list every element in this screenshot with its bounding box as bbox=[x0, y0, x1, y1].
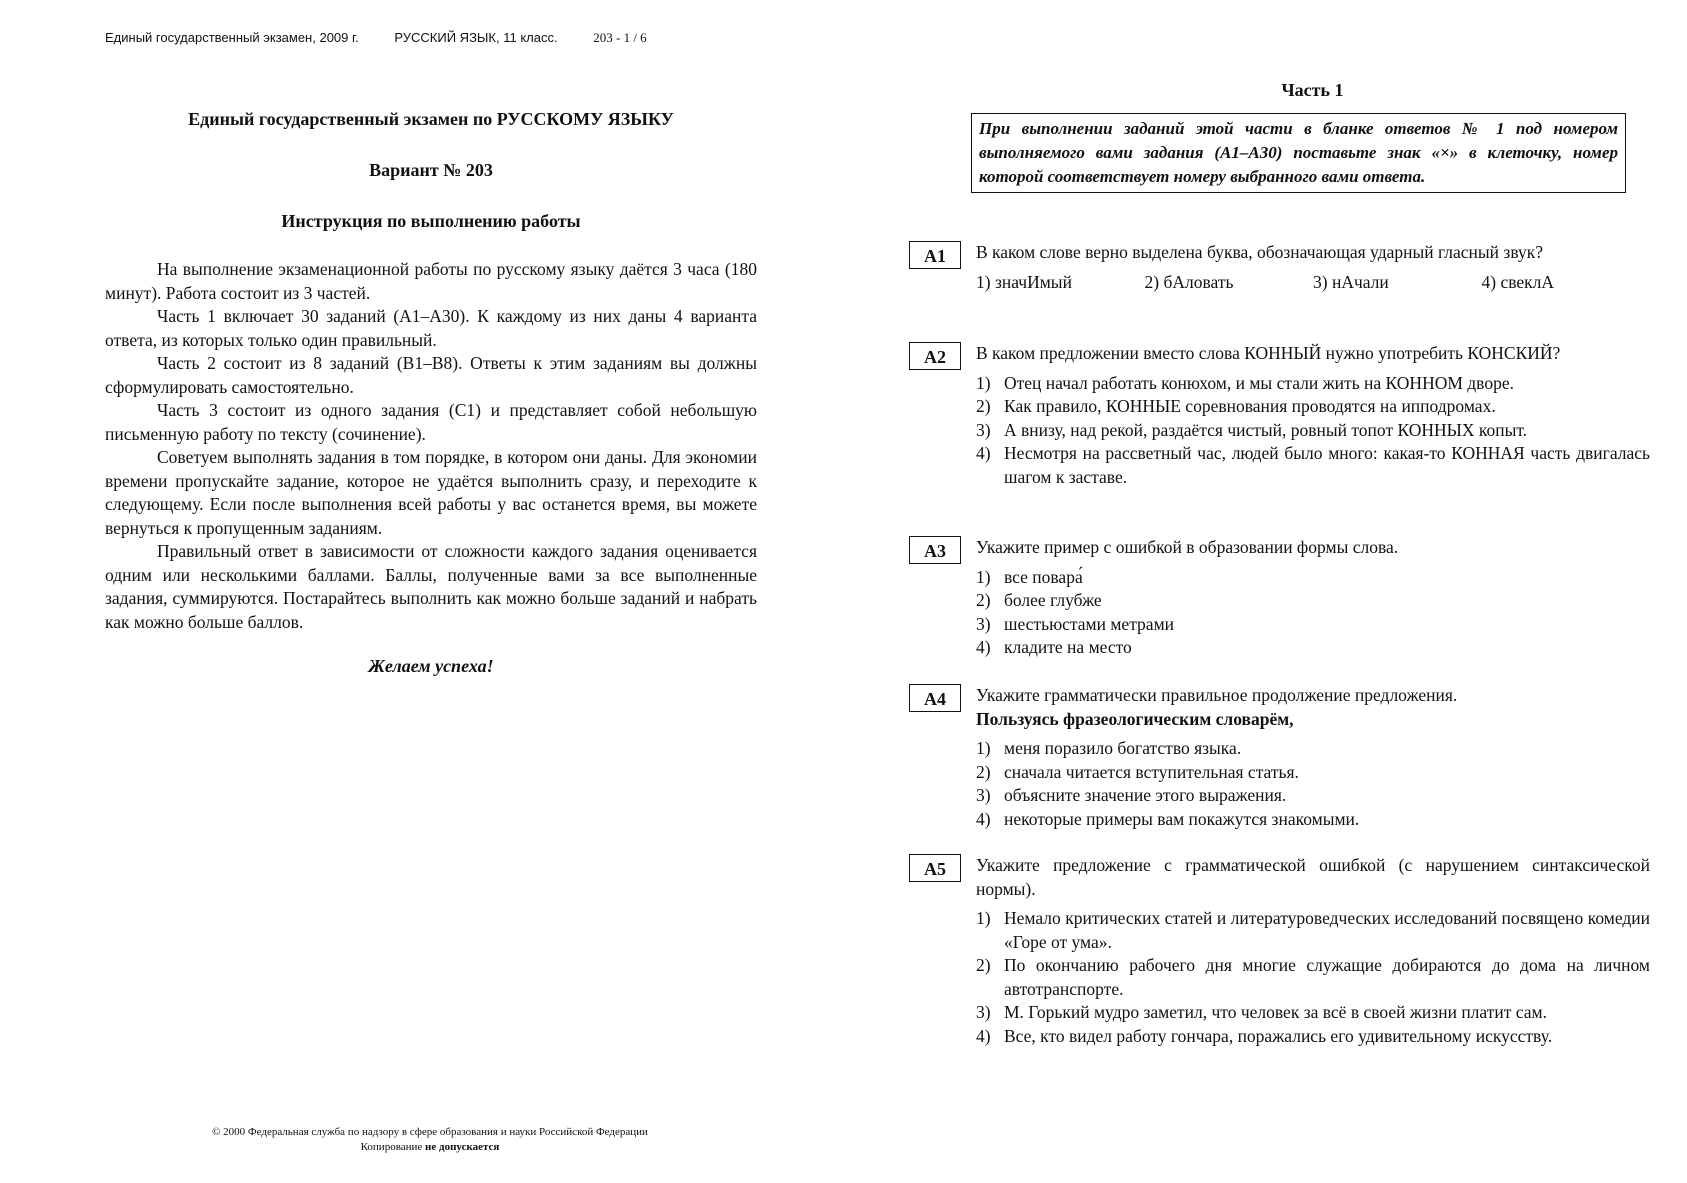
answer-option: 1) значИмый bbox=[976, 271, 1072, 292]
answer-options bbox=[976, 737, 1650, 831]
option-text: Немало критических статей и литературоведческих исследований посвящено комедии «Горе от ума». bbox=[1004, 908, 1650, 952]
option-text: более глубже bbox=[1004, 590, 1102, 610]
header-subject: РУССКИЙ ЯЗЫК, 11 класс. bbox=[394, 30, 558, 45]
answer-options bbox=[976, 271, 1650, 295]
instruction-paragraph: Правильный ответ в зависимости от сложности каждого задания оценивается одним или несколькими баллами. Баллы, полученные вами за все выполненные задания, суммируются. Постарайтесь выполнить как можно больше заданий и набрать как можно больше баллов. bbox=[105, 541, 757, 632]
instruction-title: Инструкция по выполнению работы bbox=[281, 211, 581, 231]
option-number: 2) bbox=[976, 761, 991, 782]
answer-option: 2) бАловать bbox=[1144, 271, 1234, 292]
option-number: 1) bbox=[976, 738, 991, 758]
copy-restriction-prefix: Копирование bbox=[360, 1141, 426, 1153]
copyright-footer bbox=[160, 1125, 700, 1155]
answer-options bbox=[976, 907, 1650, 1048]
task-question bbox=[976, 684, 1650, 731]
task-a1 bbox=[905, 241, 1650, 294]
page-header bbox=[105, 30, 679, 46]
option-text: все повара́ bbox=[1004, 566, 1083, 587]
task-question: Укажите пример с ошибкой в образовании формы слова. bbox=[976, 537, 1399, 557]
answer-option bbox=[976, 808, 1650, 832]
option-number: 4) bbox=[976, 1025, 991, 1046]
option-text: некоторые примеры вам покажутся знакомыми. bbox=[1004, 808, 1360, 829]
answer-option bbox=[976, 419, 1650, 443]
answer-option bbox=[976, 784, 1650, 808]
option-number: 4) bbox=[976, 637, 991, 657]
option-text: объясните значение этого выражения. bbox=[1004, 785, 1287, 805]
answer-option bbox=[976, 442, 1650, 489]
answer-option: 3) нАчали bbox=[1313, 271, 1389, 292]
task-a2 bbox=[905, 342, 1650, 489]
answer-option bbox=[976, 636, 1650, 660]
option-text: Несмотря на рассветный час, людей было много: какая-то КОННАЯ часть двигалась шагом к заставе. bbox=[1004, 443, 1650, 487]
answer-option bbox=[976, 1001, 1650, 1025]
instruction-paragraph: Советуем выполнять задания в том порядке, в котором они даны. Для экономии времени пропускайте задание, которое не удаётся выполнить сразу, и переходите к следующему. Если после выполнения всей работы у вас останется время, вы можете вернуться к пропущенным заданиям. bbox=[105, 447, 757, 538]
answer-option bbox=[976, 395, 1650, 419]
option-text: А внизу, над рекой, раздаётся чистый, ровный топот КОННЫХ копыт. bbox=[1004, 419, 1528, 440]
exam-title: Единый государственный экзамен по РУССКОМУ ЯЗЫКУ bbox=[188, 109, 674, 129]
option-text: Все, кто видел работу гончара, поражались его удивительному искусству. bbox=[1004, 1025, 1553, 1046]
copy-restriction bbox=[160, 1140, 700, 1155]
answer-option: 4) свеклА bbox=[1481, 271, 1555, 292]
answer-options bbox=[976, 566, 1650, 660]
option-text: По окончанию рабочего дня многие служащие добираются до дома на личном автотранспорте. bbox=[1004, 955, 1650, 999]
part-instruction-box: При выполнении заданий этой части в бланке ответов № 1 под номером выполняемого вами задания (А1–А30) поставьте знак «×» в клеточку, номер которой соответствует номеру выбранного вами ответа. bbox=[971, 113, 1626, 193]
option-text: М. Горький мудро заметил, что человек за всё в своей жизни платит сам. bbox=[1004, 1002, 1547, 1022]
instruction-paragraph: Часть 2 состоит из 8 заданий (В1–В8). Ответы к этим заданиям вы должны сформулировать самостоятельно. bbox=[105, 353, 757, 397]
task-a3 bbox=[905, 536, 1650, 660]
option-number: 3) bbox=[976, 613, 991, 634]
option-number: 3) bbox=[976, 1002, 991, 1022]
copy-restriction-bold: не допускается bbox=[425, 1141, 500, 1153]
task-question: В каком предложении вместо слова КОННЫЙ нужно употребить КОНСКИЙ? bbox=[976, 343, 1561, 363]
header-exam: Единый государственный экзамен, 2009 г. bbox=[105, 30, 359, 45]
answer-option bbox=[976, 761, 1650, 785]
option-number: 2) bbox=[976, 955, 991, 975]
answer-option bbox=[976, 907, 1650, 954]
task-label: А4 bbox=[909, 684, 961, 712]
task-question-lead: Пользуясь фразеологическим словарём, bbox=[976, 708, 1294, 729]
answer-option bbox=[976, 1025, 1650, 1049]
variant-number: Вариант № 203 bbox=[369, 160, 493, 180]
option-number: 4) bbox=[976, 808, 991, 829]
task-question: В каком слове верно выделена буква, обозначающая ударный гласный звук? bbox=[976, 242, 1543, 262]
task-label: А5 bbox=[909, 854, 961, 882]
option-number: 1) bbox=[976, 908, 991, 928]
option-number: 4) bbox=[976, 443, 991, 463]
option-text: кладите на место bbox=[1004, 637, 1132, 657]
instruction-paragraph: Часть 3 состоит из одного задания (С1) и представляет собой небольшую письменную работу по тексту (сочинение). bbox=[105, 400, 757, 444]
option-text: Отец начал работать конюхом, и мы стали жить на КОННОМ дворе. bbox=[1004, 372, 1514, 393]
option-text: сначала читается вступительная статья. bbox=[1004, 761, 1299, 782]
task-label: А3 bbox=[909, 536, 961, 564]
header-page-number: 203 - 1 / 6 bbox=[593, 30, 647, 45]
answer-option bbox=[976, 589, 1650, 613]
option-number: 3) bbox=[976, 785, 991, 805]
option-number: 2) bbox=[976, 396, 991, 416]
instruction-text bbox=[105, 258, 757, 634]
copyright-line: © 2000 Федеральная служба по надзору в сфере образования и науки Российской Федерации bbox=[212, 1126, 648, 1138]
instruction-paragraph: Часть 1 включает 30 заданий (А1–А30). К каждому из них даны 4 варианта ответа, из которых только один правильный. bbox=[105, 306, 757, 350]
task-a4 bbox=[905, 684, 1650, 831]
option-text: меня поразило богатство языка. bbox=[1004, 738, 1242, 758]
right-page bbox=[905, 80, 1650, 1046]
option-text: Как правило, КОННЫЕ соревнования проводятся на ипподромах. bbox=[1004, 396, 1496, 416]
task-question: Укажите предложение с грамматической ошибкой (с нарушением синтаксической нормы). bbox=[976, 855, 1650, 899]
task-label: А2 bbox=[909, 342, 961, 370]
option-number: 1) bbox=[976, 566, 991, 587]
answer-option bbox=[976, 372, 1650, 396]
answer-option bbox=[976, 613, 1650, 637]
good-luck-wish: Желаем успеха! bbox=[368, 656, 494, 676]
task-question-text: Укажите грамматически правильное продолжение предложения. bbox=[976, 685, 1458, 705]
answer-option bbox=[976, 954, 1650, 1001]
instruction-paragraph: На выполнение экзаменационной работы по русскому языку даётся 3 часа (180 минут). Работа состоит из 3 частей. bbox=[105, 259, 757, 303]
task-a5 bbox=[905, 854, 1650, 1048]
left-page bbox=[105, 95, 757, 677]
part-title: Часть 1 bbox=[1281, 80, 1344, 100]
task-label: А1 bbox=[909, 241, 961, 269]
answer-options bbox=[976, 372, 1650, 490]
option-number: 2) bbox=[976, 590, 991, 610]
answer-option bbox=[976, 566, 1650, 590]
option-number: 3) bbox=[976, 419, 991, 440]
option-number: 1) bbox=[976, 372, 991, 393]
option-text: шестьюстами метрами bbox=[1004, 613, 1175, 634]
answer-option bbox=[976, 737, 1650, 761]
